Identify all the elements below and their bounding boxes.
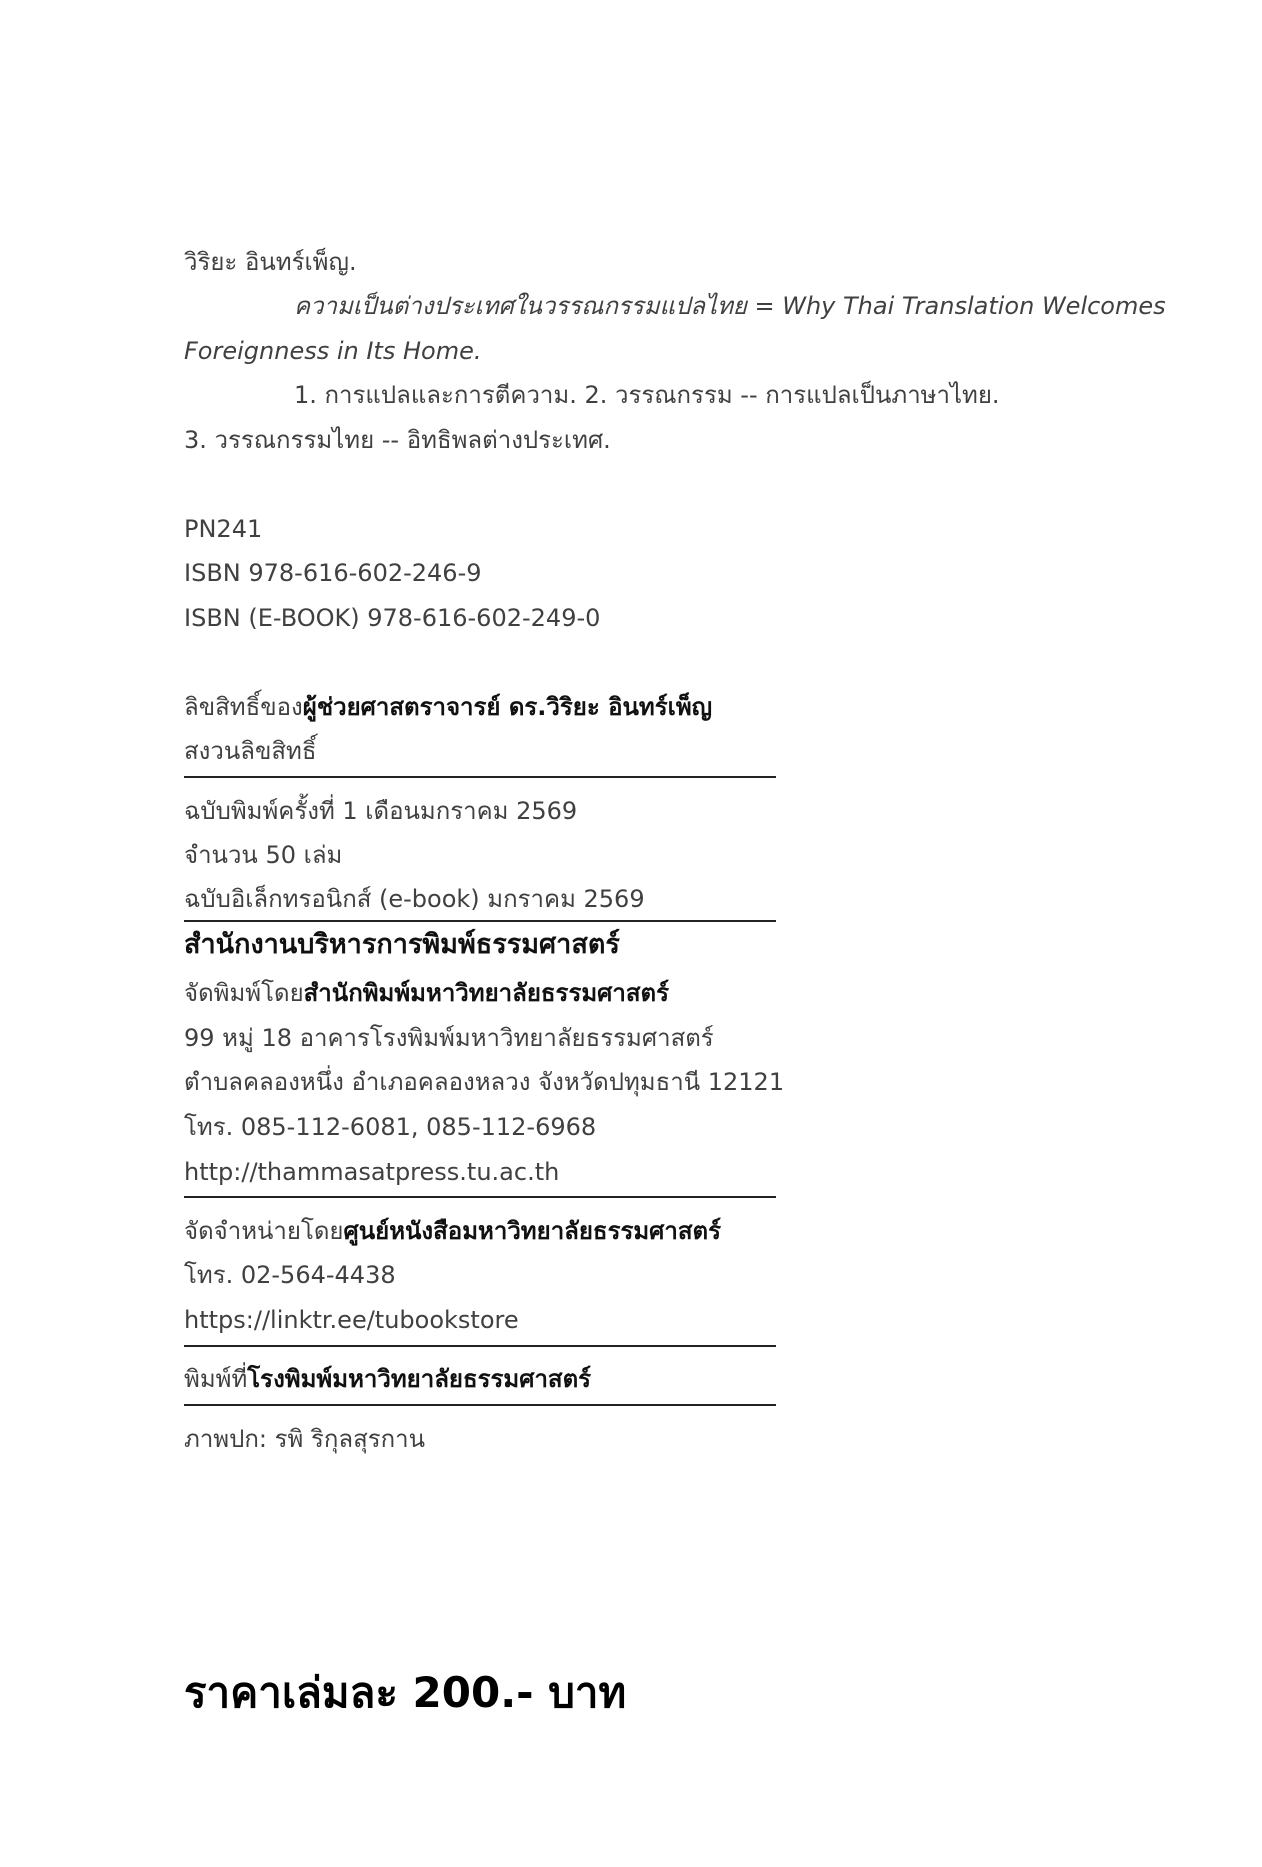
divider bbox=[184, 776, 776, 778]
subjects-line-1: 1. การแปลและการตีความ. 2. วรรณกรรม -- การแปลเป็นภาษาไทย. bbox=[294, 381, 1000, 409]
published-by-line bbox=[184, 978, 669, 1008]
publisher-website[interactable]: http://thammasatpress.tu.ac.th bbox=[184, 1158, 560, 1186]
publisher-heading: สำนักงานบริหารการพิมพ์ธรรมศาสตร์ bbox=[184, 929, 620, 960]
publisher-phone: โทร. 085-112-6081, 085-112-6968 bbox=[184, 1113, 597, 1141]
copyright-line bbox=[184, 692, 712, 722]
copyright-prefix: ลิขสิทธิ์ของ bbox=[184, 693, 303, 721]
price: ราคาเล่มละ 200.- บาท bbox=[184, 1668, 627, 1717]
isbn: ISBN 978-616-602-246-9 bbox=[184, 559, 482, 587]
title-line-1: ความเป็นต่างประเทศในวรรณกรรมแปลไทย = Why Thai Translation Welcomes bbox=[294, 292, 1166, 320]
distributor-line bbox=[184, 1216, 721, 1246]
published-by-prefix: จัดพิมพ์โดย bbox=[184, 979, 304, 1007]
title-line-2: Foreignness in Its Home. bbox=[184, 337, 482, 365]
distributor-prefix: จัดจำหน่ายโดย bbox=[184, 1217, 344, 1245]
distributor-name: ศูนย์หนังสือมหาวิทยาลัยธรรมศาสตร์ bbox=[343, 1217, 722, 1245]
copyright-holder: ผู้ช่วยศาสตราจารย์ ดร.วิริยะ อินทร์เพ็ญ bbox=[302, 693, 713, 721]
distributor-website[interactable]: https://linktr.ee/tubookstore bbox=[184, 1306, 519, 1334]
first-print: ฉบับพิมพ์ครั้งที่ 1 เดือนมกราคม 2569 bbox=[184, 797, 578, 825]
printer-name: โรงพิมพ์มหาวิทยาลัยธรรมศาสตร์ bbox=[247, 1365, 592, 1393]
ebook-edition: ฉบับอิเล็กทรอนิกส์ (e-book) มกราคม 2569 bbox=[184, 885, 645, 913]
distributor-phone: โทร. 02-564-4438 bbox=[184, 1261, 396, 1289]
copies: จำนวน 50 เล่ม bbox=[184, 841, 343, 869]
divider bbox=[184, 920, 776, 922]
printer-prefix: พิมพ์ที่ bbox=[184, 1365, 248, 1393]
rights-reserved: สงวนลิขสิทธิ์ bbox=[184, 737, 317, 765]
printer-line bbox=[184, 1364, 591, 1394]
subjects-line-2: 3. วรรณกรรมไทย -- อิทธิพลต่างประเทศ. bbox=[184, 426, 611, 454]
author-line: วิริยะ อินทร์เพ็ญ. bbox=[184, 248, 357, 276]
isbn-ebook: ISBN (E-BOOK) 978-616-602-249-0 bbox=[184, 604, 601, 632]
divider bbox=[184, 1404, 776, 1406]
published-by-name: สำนักพิมพ์มหาวิทยาลัยธรรมศาสตร์ bbox=[303, 979, 669, 1007]
divider bbox=[184, 1196, 776, 1198]
publisher-address-1: 99 หมู่ 18 อาคารโรงพิมพ์มหาวิทยาลัยธรรมศาสตร์ bbox=[184, 1024, 714, 1052]
publisher-address-2: ตำบลคลองหนึ่ง อำเภอคลองหลวง จังหวัดปทุมธานี 12121 bbox=[184, 1068, 785, 1096]
divider bbox=[184, 1345, 776, 1347]
call-number: PN241 bbox=[184, 515, 263, 543]
cover-credit: ภาพปก: รพิ ริกุลสุรกาน bbox=[184, 1425, 426, 1453]
